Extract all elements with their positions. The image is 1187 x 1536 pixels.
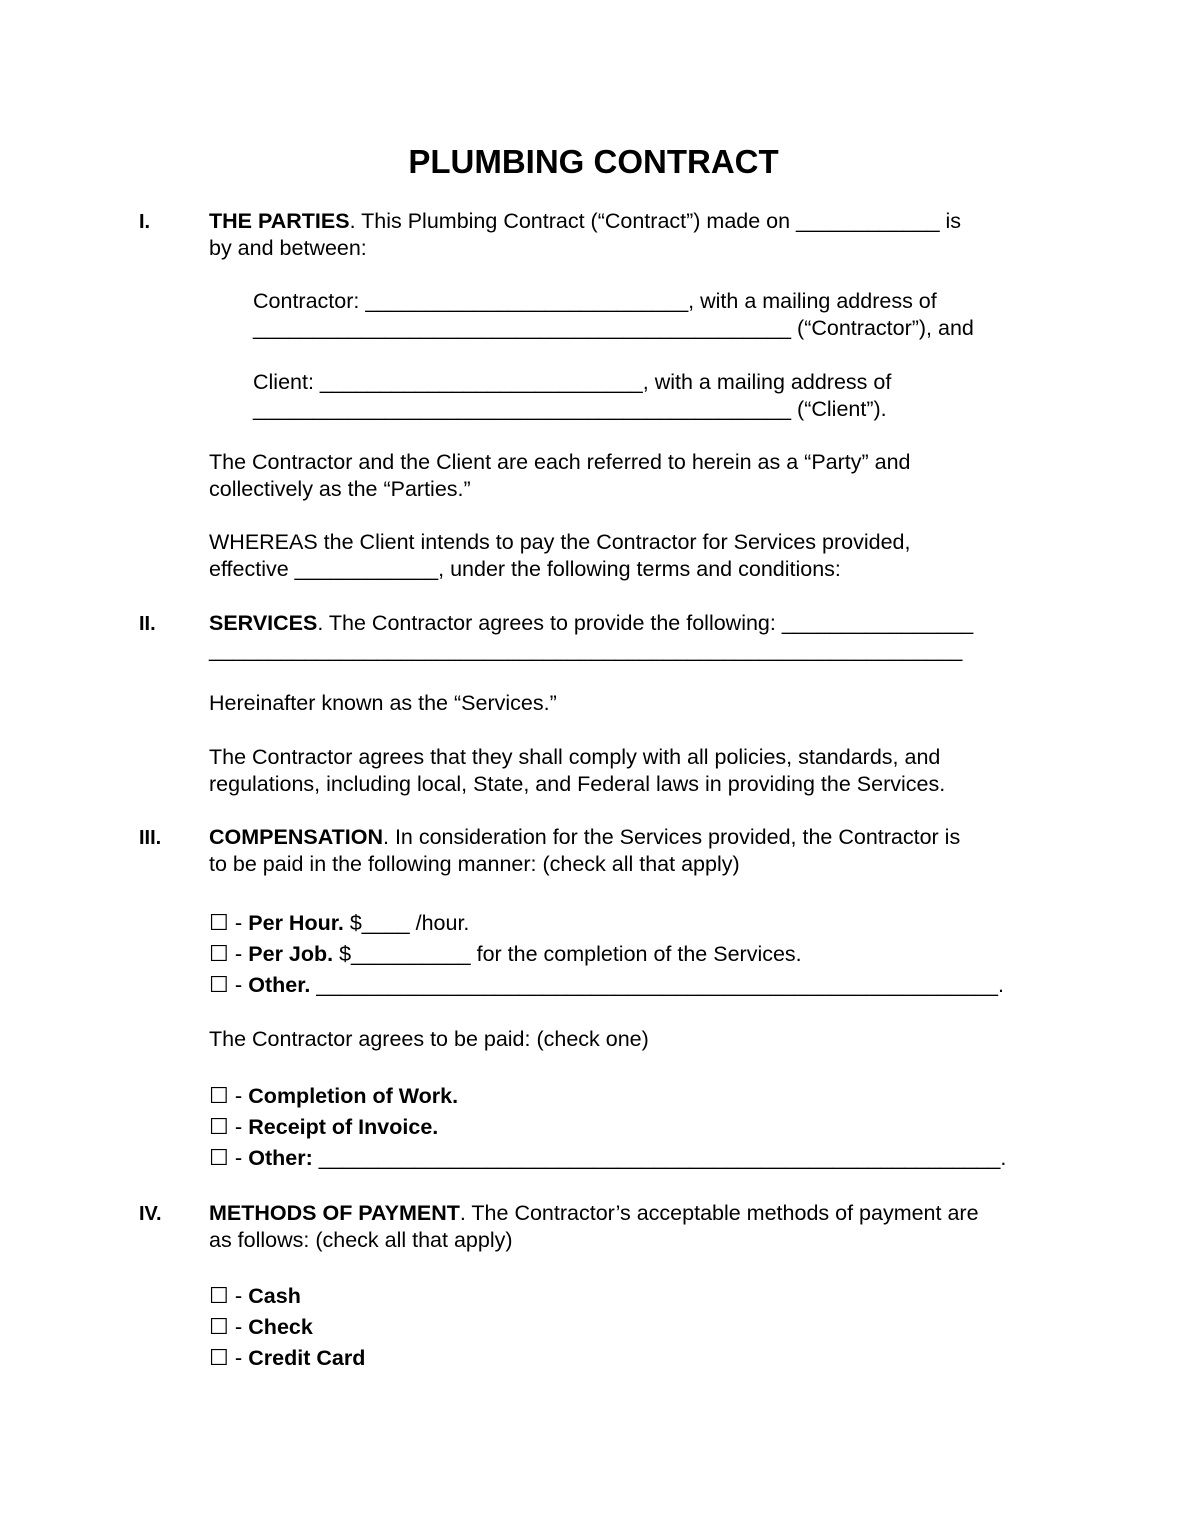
section-number-1: I. xyxy=(139,211,151,233)
section-number-4: IV. xyxy=(139,1203,162,1225)
section-3-heading: COMPENSATION xyxy=(209,825,383,849)
paid-option-invoice[interactable] xyxy=(209,1114,438,1140)
checkbox-per-job[interactable]: ☐ - xyxy=(209,941,249,966)
payment-option-cash[interactable] xyxy=(209,1283,301,1309)
section-2-line-2: _______________________________________________________________ xyxy=(209,638,963,662)
option-label: Other. xyxy=(248,973,311,997)
parties-line-2: collectively as the “Parties.” xyxy=(209,477,471,501)
checkbox-per-hour[interactable]: ☐ - xyxy=(209,910,249,935)
contractor-line-2: _____________________________________________ (“Contractor”), and xyxy=(253,316,974,340)
section-1-line-1 xyxy=(209,208,961,234)
compensation-option-per-job[interactable] xyxy=(209,941,802,967)
option-label: Other: xyxy=(248,1146,313,1170)
parties-line-1: The Contractor and the Client are each referred to herein as a “Party” and xyxy=(209,450,911,474)
checkbox-cash[interactable]: ☐ - xyxy=(209,1283,249,1308)
section-number-3: III. xyxy=(139,827,162,849)
client-line-2: _____________________________________________ (“Client”). xyxy=(253,397,887,421)
checkbox-check[interactable]: ☐ - xyxy=(209,1314,249,1339)
option-text: _________________________________________________________. xyxy=(312,1146,1007,1170)
comply-line-2: regulations, including local, State, and Federal laws in providing the Services. xyxy=(209,772,946,796)
section-3-line-1 xyxy=(209,824,960,850)
option-text: _________________________________________________________. xyxy=(310,973,1004,997)
section-1-line-2: by and between: xyxy=(209,236,367,260)
option-text: $____ /hour. xyxy=(343,911,470,935)
hereinafter-text: Hereinafter known as the “Services.” xyxy=(209,691,557,715)
option-label: Receipt of Invoice. xyxy=(248,1115,439,1139)
option-label: Check xyxy=(248,1315,313,1339)
option-label: Completion of Work. xyxy=(248,1084,459,1108)
section-2-heading: SERVICES xyxy=(209,611,318,635)
section-number-2: II. xyxy=(139,613,156,635)
section-1-text: . This Plumbing Contract (“Contract”) made on ____________ is xyxy=(349,209,962,233)
section-4-line-2: as follows: (check all that apply) xyxy=(209,1228,513,1252)
option-label: Credit Card xyxy=(248,1346,366,1370)
section-3-text: . In consideration for the Services provided, the Contractor is xyxy=(383,825,961,849)
checkbox-invoice[interactable]: ☐ - xyxy=(209,1114,249,1139)
section-2-line-1 xyxy=(209,610,973,636)
document-title: PLUMBING CONTRACT xyxy=(408,143,779,180)
whereas-line-2: effective ____________, under the following terms and conditions: xyxy=(209,557,841,581)
whereas-line-1: WHEREAS the Client intends to pay the Contractor for Services provided, xyxy=(209,530,911,554)
compensation-option-per-hour[interactable] xyxy=(209,910,469,936)
paid-option-other[interactable] xyxy=(209,1145,1006,1171)
checkbox-paid-other[interactable]: ☐ - xyxy=(209,1145,249,1170)
section-1-heading: THE PARTIES xyxy=(209,209,350,233)
section-4-text: . The Contractor’s acceptable methods of payment are xyxy=(459,1201,979,1225)
comply-line-1: The Contractor agrees that they shall comply with all policies, standards, and xyxy=(209,745,941,769)
checkbox-credit-card[interactable]: ☐ - xyxy=(209,1345,249,1370)
client-line-1: Client: ___________________________, with a mailing address of xyxy=(253,370,892,394)
payment-option-credit-card[interactable] xyxy=(209,1345,365,1371)
option-label: Per Job. xyxy=(248,942,334,966)
option-label: Per Hour. xyxy=(248,911,344,935)
section-4-heading: METHODS OF PAYMENT xyxy=(209,1201,460,1225)
checkbox-completion[interactable]: ☐ - xyxy=(209,1083,249,1108)
section-3-line-2: to be paid in the following manner: (check all that apply) xyxy=(209,852,740,876)
contractor-line-1: Contractor: ___________________________, with a mailing address of xyxy=(253,289,937,313)
checkbox-other[interactable]: ☐ - xyxy=(209,972,249,997)
section-4-line-1 xyxy=(209,1200,979,1226)
option-label: Cash xyxy=(248,1284,301,1308)
section-2-text: . The Contractor agrees to provide the following: ________________ xyxy=(317,611,974,635)
paid-intro: The Contractor agrees to be paid: (check one) xyxy=(209,1027,649,1051)
option-text: $__________ for the completion of the Services. xyxy=(333,942,802,966)
paid-option-completion[interactable] xyxy=(209,1083,458,1109)
payment-option-check[interactable] xyxy=(209,1314,313,1340)
compensation-option-other[interactable] xyxy=(209,972,1004,998)
